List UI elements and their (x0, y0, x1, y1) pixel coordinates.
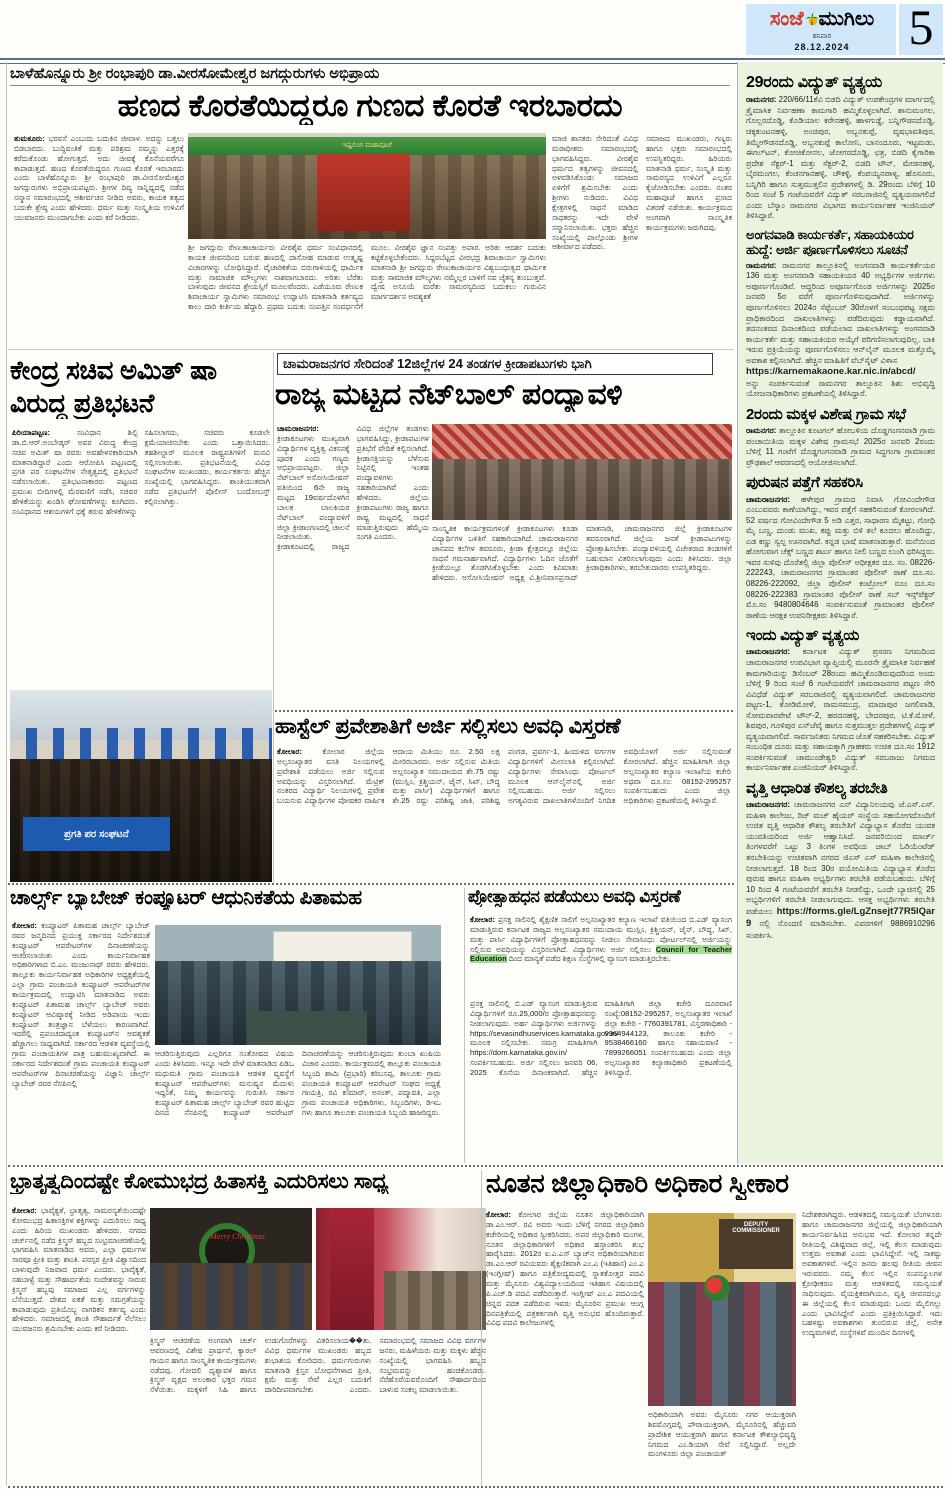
netball-caption-col1: ಸಾಂಸ್ಕೃತಿಕ ಕಾರ್ಯಕ್ರಮಗಳಂತೆ ಕ್ರೀಡಾಕೂಟಗಳು ಕೂಡಾ ವಿದ್ಯಾರ್ಥಿಗಳ ಒಳಿತಿಗೆ ಸಹಕಾರಿಯಾಗಿದೆ. ಚಾಮರಾಜನಗರ ಜಾನಪದ ಕಲೆಗಳ ತವರೂರು, ಕ್ರೀಡಾ ಕ್ಷೇತ್ರದಲ್ಲೂ ಜಿಲ್ಲೆಯ ಸಾಧನೆ ಗಮನಾರ್ಹವಾಗಿದೆ. ವಿದ್ಯಾರ್ಥಿಗಳು ಓದಿನ ಜೊತೆಗೆ ಕ್ರೀಡೆಯಲ್ಲೂ ತೊಡಗಿಸಿಕೊಳ್ಳಬೇಕು ಎಂದು ಕಿವಿಮಾತು ಹೇಳಿದರು. (432, 524, 578, 583)
sidebar-item-body: ಚಾಮರಾಜನಗರ ಎನ್ ವಿದ್ಯಾನಿಲಯವು ಜೆ.ಎಸ್.ಎಸ್. ಮಹಿಳಾ ಕಾಲೇಜು, ರಿಜ್ ಮಚ್ ಹೈಯರ್ ಸಂಸ್ಥೆಯ ಸಹಯೋಗದೊಂದಿಗೆ ಉಚಿತ ವೃತ್ತಿ ಆಧಾರಿತ ಕೌಶಲ್ಯ ತರಬೇತಿಗೆ ವಿದ್ಯಾಭ್ಯಾಸ ತೊರೆದ ಯುವಕ ಯುವತಿಯರಿಂದ ಅರ್ಜಿ ಆಹ್ವಾನಿಸಿದೆ. ಜನವರಿಯಿಂದ ಮಾರ್ಚ್ ತಿಂಗಳವರೆಗೆ ಒಟ್ಟು 3 ತಿಂಗಳ ಅವಧಿಯ ಜಾಬ್ ಓರಿಯೆಂಟೆಡ್ ತರಬೇತಿಯನ್ನು ಉಚಿತವಾಗಿ ನಗರದ ಜಿಎಸ್ ಎಸ್ ಮಹಿಳಾ ಕಾಲೇಜಿನಲ್ಲಿ ನೀಡಲಾಗುತ್ತದೆ. 18 ರಿಂದ 30ರ ವಯೋಮಿತಿಯ ವಿದ್ಯಾಭ್ಯಾಸ ತೊರೆದ ಪುರುಷ ಹಾಗೂ ಮಹಿಳಾ ಅಭ್ಯರ್ಥಿಗಳು ತರಬೇತಿ ಪಡೆಯಬಹುದು. ಬೆಳಿಗ್ಗೆ 10 ರಿಂದ 4 ಗಂಟೆಯವರೆಗೆ ತರಬೇತಿ ನೀಡಲಿದ್ದು, ಒಂದೇ ಬ್ಯಾಚಿನಲ್ಲಿ 25 ಅಭ್ಯರ್ಥಿಗಳಿಗೆ ತರಬೇತಿ ನೀಡಲಾಗುವುದು. ಆಸಕ್ತ ಅಭ್ಯರ್ಥಿಗಳು ತರಬೇತಿ ಪಡೆಯಲು (746, 800, 935, 916)
christmas-photo-people (150, 1263, 312, 1330)
babbage-col-below2: ಆಚರಿಸುತ್ತಿರುವುದು ತುಂಬಾ ಖುಷಿಯ ವಿಚಾರ ಎಂದರು. ಕಾರ್ಯಕ್ರಮದಲ್ಲಿ ತಾಲ್ಲೂಕು ಪಂಚಾಯತಿ ಸಿಬ್ಬಂದಿ ಶಾಮಿ (ಪ್ರಭಾರಿ) ಕರಿಬಸಪ್ಪ, ತಾಲೂಕು ಗ್ರಾಮ ಪಂಚಾಯತಿ ಕಂಪ್ಯೂಟರ್ ಆಪರೇಟರ್ ಸಂಘದ ಅಧ್ಯಕ್ಷೆ ಗಾಯತ್ರಿ, ರವಿ ಕುಮಾರ್, ಅನಂತ್, ಪದ್ಮಾವತಿ, ಎಲ್ಲಾ ಗ್ರಾಮ ಪಂಚಾಯತಿ ಅಧಿಕಾರಿಗಳು, ಸಿಬ್ಬಂದಿಗಳು, ಡಿಇಒ ಗಳು ಹಾಗೂ ತಾಲೂಕು ಪಂಚಾಯತಿ ಸಿಬ್ಬಂದಿ ಹಾಜರಿದ್ದರು. (302, 1049, 441, 1118)
protsaha-intro-after: ದಿಂದ ಮಾನ್ಯತೆ ಪಡೆದ ಶಿಕ್ಷಣ ಸಂಸ್ಥೆಗಳಲ್ಲಿ ವ್ಯಾಸಂಗ ಮಾಡುತ್ತಿರಬೇಕು. (508, 954, 671, 964)
protest-body-text: ಸಂವಿಧಾನ ಶಿಲ್ಪಿ ಡಾ.ಬಿ.ಆರ್.ಅಂಬೇಡ್ಕರ್ ಅವರ ವಿರುದ್ಧ ಕೇಂದ್ರ ಸಚಿವ ಅಮಿತ್ ಷಾ ರವರು ಅವಹೇಳನಕಾರಿಯಾಗಿ ಮಾತನಾಡಿದ್ದಾರೆ ಎಂದು ಆರೋಪಿಸಿ ಪಟ್ಟಣದಲ್ಲಿ ಪ್ರಗತಿ ಪರ ಸಂಘಟನೆಗಳ ನೇತೃತ್ವದಲ್ಲಿ ಪ್ರತಿಭಟನೆ ನಡೆಸಲಾಯಿತು. ಪ್ರತಿಭಟನಾಕಾರರು ಪಟ್ಟಣದ ಪ್ರಮುಖ ಬೀದಿಗಳಲ್ಲಿ ಮೆರವಣಿಗೆ ನಡೆಸಿ, ಸಚಿವರ ಹೇಳಿಕೆಯನ್ನು ಖಂಡಿಸಿ ಘೋಷಣೆಗಳನ್ನು ಕೂಗಿದರು. ಸಂವಿಧಾನದ ಆಶಯಗಳಿಗೆ ಧಕ್ಕೆ ತರುವ ಹೇಳಿಕೆಗಳನ್ನು ಸಹಿಸಲಾಗದು, ಸಚಿವರು ಕೂಡಲೇ ಕ್ಷಮೆಯಾಚಿಸಬೇಕು ಎಂದು ಒತ್ತಾಯಿಸಿದರು. ತಹಶೀಲ್ದಾರ್ ಮೂಲಕ ರಾಷ್ಟ್ರಪತಿಗಳಿಗೆ ಮನವಿ ಸಲ್ಲಿಸಲಾಯಿತು. ಪ್ರತಿಭಟನೆಯಲ್ಲಿ ವಿವಿಧ ಸಂಘಟನೆಗಳ ಮುಖಂಡರು, ಕಾರ್ಯಕರ್ತರು ಹೆಚ್ಚಿನ ಸಂಖ್ಯೆಯಲ್ಲಿ ಭಾಗವಹಿಸಿದ್ದರು. ಶಾಂತಿಯುತವಾಗಿ ನಡೆದ ಪ್ರತಿಭಟನೆಗೆ ಪೊಲೀಸ್ ಬಂದೋಬಸ್ತ್ ಕಲ್ಪಿಸಲಾಗಿತ್ತು. (12, 428, 270, 516)
protest-headline: ಕೇಂದ್ರ ಸಚಿವ ಅಮಿತ್ ಷಾ ವಿರುದ್ಧ ಪ್ರತಿಭಟನೆ (10, 355, 217, 418)
bottom-left-headline: ಭ್ರಾತೃತ್ವದಿಂದಷ್ಟೇ ಕೋಮುಭದ್ರ ಹಿತಾಸಕ್ತಿ ಎದುರಿಸಲು ಸಾಧ್ಯ (10, 1170, 389, 1193)
bottom-right-col1 (486, 1210, 644, 1486)
hostel-dateline: ಕೋಲಾರ: (277, 747, 302, 756)
sidebar-item-dateline: ಚಾಮರಾಜನಗರ: (746, 800, 790, 810)
top-story-col-right1: ಮಾಜಿ ಶಾಸಕರು ಸೇರಿದಂತೆ ವಿವಿಧ ಮಠಾಧೀಶರು ಸಮಾರಂಭದಲ್ಲಿ ಭಾಗವಹಿಸಿದ್ದರು. ವೀರಶೈವ ಧರ್ಮದ ತತ್ವಗಳನ್ನು ಜೀವನದಲ್ಲಿ ಅಳವಡಿಸಿಕೊಂಡು ಸಮಾಜದ ಏಳಿಗೆಗೆ ಶ್ರಮಿಸಬೇಕು ಎಂದು ಶ್ರೀಗಳು ನುಡಿದರು. ವಿವಿಧ ಕ್ಷೇತ್ರಗಳಲ್ಲಿ ಸಾಧನೆ ಮಾಡಿದ ಸಾಧಕರನ್ನು ಇದೇ ವೇಳೆ ಸನ್ಮಾನಿಸಲಾಯಿತು. ಭಕ್ತರು ಹೆಚ್ಚಿನ ಸಂಖ್ಯೆಯಲ್ಲಿ ಪಾಲ್ಗೊಂಡು ಶ್ರೀಗಳ ಆಶೀರ್ವಾದ ಪಡೆದರು. (552, 134, 638, 252)
top-story-photo (188, 133, 546, 239)
babbage-headline: ಚಾರ್ಲ್ಸ್ ಬ್ಯಾಬೇಜ್ ಕಂಪ್ಯೂಟರ್ ಆಧುನಿಕತೆಯ ಪಿತಾಮಹ (10, 887, 362, 909)
bottom-right-col2: ಅಧಿಕಾರಿಯಾಗಿ ಅವರು ಮೈಸೂರು ನಗರ ಆಯುಕ್ತರಾಗಿ ಶಿವಮೊಗ್ಗದಲ್ಲಿ ಪೌರಾಯುಕ್ತರಾಗಿ, ಮೈಸೂರಿನಲ್ಲಿ ಹೆಚ್ಚುವರಿ ಪ್ರಾದೇಶಿಕ ಆಯುಕ್ತರಾಗಿ ಹಾಗೂ ಕರ್ನಾಟಕ ಕೌಶಲ್ಯಾಭಿವೃದ್ಧಿ ನಿಗಮದ ಎಂ.ಡಿಯಾಗಿ ಸೇವೆ ಸಲ್ಲಿಸಿದ್ದಾರೆ. ಅಲ್ಲದೇ ಮಂಗಳೂರು ಜಿಲ್ಲಾ ಪಂಚಾಯತ್ (648, 1410, 796, 1459)
masthead-title (752, 8, 892, 33)
hostel-article (275, 713, 733, 883)
protsaha-highlight: Council for Teacher Education (470, 944, 732, 964)
christmas-photo-text: Merry Christmas (210, 1232, 265, 1242)
sidebar-item-url: https://forms.gle/LgZnsejt77R5lQar9 (746, 905, 935, 930)
top-story-col-left (14, 134, 184, 344)
sidebar-item-power-29 (746, 74, 935, 222)
rule-top-story-bottom (8, 349, 734, 350)
hostel-headline: ಹಾಸ್ಟೆಲ್ ಪ್ರವೇಶಾತಿಗೆ ಅರ್ಜಿ ಸಲ್ಲಿಸಲು ಅವಧಿ ವಿಸ್ತರಣೆ (275, 715, 621, 738)
protsaha-dateline: ಕೋಲಾರ: (470, 915, 495, 924)
top-story-caption-col1: ಶ್ರೀ ಜಗದ್ಗುರು ರೇಣುಕಾಚಾರ್ಯರು ವೀರಶೈವ ಧರ್ಮ ಸಂವಿಧಾನದಲ್ಲಿ ಕಾಯಕ ಜೀವನದಿಂದ ಬರುವ ಹಣದಲ್ಲಿ ದಾಸೋಹ ಮಾಡುವ ಉತ್ಕೃಷ್ಟ ವಿಚಾರಗಳನ್ನು ಬೋಧಿಸಿದ್ದಾರೆ. ವೈಚಾರಿಕತೆಯ ಬಿರುಗಾಳಿಯಲ್ಲಿ ಧಾರ್ಮಿಕ ಮತ್ತು ಸಾಮಾಜಿಕ ಮೌಲ್ಯಗಳು ನಾಶವಾಗಬಾರದು. ಅರಿತು ಬೆರೆತು ಬಾಳುವುದು ಜೀವನದ ಶ್ರೇಯಸ್ಸಿಗೆ ಮೂಲವೆಂದರು. ಎಡೆಯೂರು ರೇಣುಕ ಶಿವಾಚಾರ್ಯ ಸ್ವಾಮಿಗಳು ಸಮಾರಂಭ ಉದ್ಘಾಟಿಸಿ ಮಾತನಾಡಿ ಕರ್ತವ್ಯದ ಕಾಲು ದಾರಿ (188, 243, 363, 312)
bottom-left-col1 (12, 1206, 146, 1484)
protsaha-headline: ಪ್ರೋತ್ಸಾಹಧನ ಪಡೆಯಲು ಅವಧಿ ವಿಸ್ತರಣೆ (468, 887, 681, 906)
netball-article (275, 350, 733, 710)
top-story-photo-robed-figures (317, 154, 410, 230)
bottom-left-dateline: ಕೋಲಾರ: (12, 1206, 37, 1215)
sidebar-item-title: 2ರಂದು ಮಕ್ಕಳ ವಿಶೇಷ ಗ್ರಾಮ ಸಭೆ (746, 405, 906, 423)
top-story-headline: ಹಣದ ಕೊರತೆಯಿದ್ದರೂ ಗುಣದ ಕೊರತೆ ಇರಬಾರದು (117, 88, 623, 123)
bottom-right-headline: ನೂತನ ಜಿಲ್ಲಾಧಿಕಾರಿ ಅಧಿಕಾರ ಸ್ವೀಕಾರ (486, 1168, 789, 1198)
sidebar-item-body: ಕರ್ನಾಟಕ ವಿದ್ಯುತ್ ಪ್ರಸರಣ ನಿಗಮದಿಂದ ಚಾಮರಾಜನಗರ ಉಪವಿಭಾಗ ವ್ಯಾಪ್ತಿಯಲ್ಲಿ ಮೂರನೇ ತ್ರೈಮಾಸಿಕ ನಿರ್ವಹಣೆ ಕಾಮಗಾರಿಯನ್ನು ಡಿಸೆಂಬರ್ 28ರಂದು ಹಮ್ಮಿಕೊಂಡಿರುವುದರಿಂದ ಅಂದು ಬೆಳಿಗ್ಗೆ 9 ರಿಂದ ಸಂಜೆ 6 ಗಂಟೆಯವರೆಗೆ ಚಾಮರಾಜನಗರ ಪಟ್ಟಣ ಸೇರಿ ವಿವಿಧೆಡೆ ವಿದ್ಯುತ್ ಸರಬರಾಜಿನಲ್ಲಿ ವ್ಯತ್ಯಯವಾಗಲಿದೆ. ಚಾಮರಾಜನಗರ ಪಟ್ಟಣ-1, ಕೋಡಿಮೋಳೆ, ರಾಮಸಮುದ್ರ, ಮಾದಾಪುರ ಜಗಲಿವಾಡಿ, ಸೋಮವಾರಪೇಟೆ ಟೌನ್-2, ಹರದನಹಳ್ಳಿ, ಬೇದರಪುರ, ಟಿ.ಕೆ.ಮೋಳೆ, ಶಿವಪುರ, ಗೂಳಿಪುರ ಎನ್‌ಜೆವೈ ಹಾಗೂ ಸುತ್ತಮುತ್ತಲ ಪ್ರದೇಶಗಳಲ್ಲಿ ವಿದ್ಯುತ್ ವ್ಯತ್ಯಯವಾಗಲಿದೆ. ಸಾರ್ವಜನಿಕರು ನಿಗಮದ ಜೊತೆ ಸಹಕರಿಸಬೇಕು. ವಿದ್ಯುತ್ ಸಂಬಂಧಿತ ದೂರು ಮತ್ತು ಸಹಾಯಕ್ಕಾಗಿ ಗ್ರಾಹಕರು ಉಚಿತ ದೂ.ಸಂ 1912 ಸಂಪರ್ಕಿಸುವಂತೆ ಚಾಮುಂಡೇಶ್ವರಿ ವಿದ್ಯುತ್ ಸರಬರಾಜು ನಿಗಮದ ಕಾರ್ಯನಿರ್ವಾಹಕ ಎಂಜಿನಿಯರ್ ತಿಳಿಸಿದ್ದಾರೆ. (746, 647, 935, 773)
divider-netball-hostel (275, 710, 733, 712)
bottom-right-col1-text: ಕೋಲಾರ ಜಿಲ್ಲೆಯ ನೂತನ ಜಿಲ್ಲಾಧಿಕಾರಿಯಾಗಿ ಡಾ.ಎಂ.ಆರ್. ರವಿ ಅವರು ಇಂದು ಬೆಳಿಗ್ಗೆ ನಗರದ ಜಿಲ್ಲಾಧಿಕಾರಿ ಕಚೇರಿಯಲ್ಲಿ ಅಧಿಕಾರ ಸ್ವೀಕರಿಸಿದರು. ಅಪರ ಜಿಲ್ಲಾಧಿಕಾರಿ ಮಂಗಳ, ನೂತನ ಜಿಲ್ಲಾಧಿಕಾರಿಗಳಿಗೆ ಅಧಿಕಾರ ಹಸ್ತಾಂತರಿಸಿ ಶುಭ ಹಾರೈಸಿದರು. 2012ರ ಐ.ಎ.ಎಸ್ ಬ್ಯಾಚ್‌ನ ಅಧಿಕಾರಿಯಾಗಿರುವ ಡಾ.ಎಂ.ಆರ್ ರವಿಯವರು ಶೈಕ್ಷಣಿಕವಾಗಿ ಎಂ.ಎ (ಇತಿಹಾಸ) ಎಂ.ಎ (ಇಂಗ್ಲೀಷ್) ಹಾಗೂ ಪತ್ರಿಕೋದ್ಯಮದಲ್ಲಿ ಸ್ನಾತಕೋತ್ತರ ಪದವಿ ಮತ್ತು ಮೈಸೂರು ವಿಶ್ವವಿದ್ಯಾಲಯದಿಂದ ಇತಿಹಾಸ ವಿಷಯದಲ್ಲಿ ಪಿ.ಎಚ್.ಡಿ ಪದವಿ ಪಡೆದಿರುತ್ತಾರೆ. ಇಂಗ್ಲೀಷ್ ಎಂ.ಎ ಪದವಿಯಲ್ಲಿ ಚಿನ್ನದ ಪದಕ ಪಡೆದಿರುವ ಇವರು ಮೈಸೂರಿನ ಪ್ರಮುಖ ಆಂಗ್ಲ ದಿನಪತ್ರಿಕೆಯಲ್ಲಿ ಪತ್ರಕರ್ತರಾಗಿ ವೃತ್ತಿ ಅನುಭವ ಹೊಂದಿರುತ್ತಾರೆ. ವಿವಿಧ ಪದವಿ ಕಾಲೇಜುಗಳಲ್ಲಿ (486, 1210, 644, 1328)
netball-headline: ರಾಜ್ಯ ಮಟ್ಟದ ನೆಟ್‌ಬಾಲ್ ಪಂದ್ಯಾವಳಿ (275, 378, 623, 411)
sidebar-item-body: ಹಳೇಪುರ ಗ್ರಾಮದ ನಿವಾಸಿ ಗೋವಿಂದೇಗೌಡ ಎಂಬುವವರು ಕಾಣೆಯಾಗಿದ್ದು, ಇವರ ಪತ್ತೆಗೆ ಸಹಕರಿಸುವಂತೆ ಕೋರಲಾಗಿದೆ. 52 ವರ್ಷದ ಗೋವಿಂದೇಗೌಡ 5 ಅಡಿ ಎತ್ತರ, ಸಾಧಾರಣ ಮೈಕಟ್ಟು, ಗೋಧಿ ಮೈ ಬಣ್ಣ, ದುಂಡು ಮುಖ, ಕಪ್ಪು ಮತ್ತು ಬಿಳಿ ತಲೆ ಕೂದಲು ಹೊಂದಿದ್ದು, ಎಡ ಕಣ್ಣು ಸ್ವಲ್ಪ ಊನವಾಗಿದೆ. ಕನ್ನಡ ಭಾಷೆ ಮಾತನಾಡುತ್ತಾರೆ. ಮನೆಯಿಂದ ಹೋಗುವಾಗ ಚೆಕ್ಸ್ ಬಣ್ಣದ ಶರ್ಟು ಹಾಗೂ ನೀಲಿ ಬಣ್ಣದ ಲುಂಗಿ ಧರಿಸಿದ್ದರು. ಇವರ ಸುಳಿವು ದೊರೆತಲ್ಲಿ ಜಿಲ್ಲಾ ಪೊಲೀಸ್ ಅಧೀಕ್ಷಕರ ದೂ. ಸಂ. 08226-222243, ಚಾಮರಾಜನಗರ ಗ್ರಾಮಾಂತರ ಪೊಲೀಸ್ ಠಾಣೆ ದೂ.ಸಂ. 08226-222092, ಜಿಲ್ಲಾ ಪೊಲೀಸ್ ಕಂಟ್ರೋಲ್ ರೂಂ ದೂ.ಸಂ 08226-222383 ಗ್ರಾಮಾಂತರ ಪೊಲೀಸ್ ಠಾಣೆ ಸಬ್ ಇನ್ಸ್‌ಪೆಕ್ಟರ್ ಮೊ.ಸಂ 9480804646 ಸಂಪರ್ಕಿಸುವಂತೆ ಗ್ರಾಮಾಂತರ ಪೊಲೀಸ್ ಠಾಣೆಯ ಆರಕ್ಷಕ ಉಪನಿರೀಕ್ಷಕರು ತಿಳಿಸಿದ್ದಾರೆ. (746, 494, 935, 620)
rule-bottom-center (481, 1170, 482, 1486)
netball-photo-people (432, 459, 732, 520)
rule-left-mid (273, 352, 274, 882)
divider-page-bottom (8, 1486, 943, 1488)
sidebar-item-dateline: ಚಾಮರಾಜನಗರ: (746, 647, 790, 657)
sidebar-item-body: ತಾಲ್ಲೂಕಿನ ಕೂಟಗಲ್ ಹೋಬಳಿಯ ದೊಡ್ಡಗಂಗನವಾಡಿ ಗ್ರಾಮ ಪಂಚಾಯಿತಿಯ ಮಕ್ಕಳ ವಿಶೇಷ ಗ್ರಾಮಸಭೆ 2025ರ ಜನವರಿ 2ರಂದು ಬೆಳಿಗ್ಗೆ 11 ಗಂಟೆಗೆ ದೊಡ್ಡಗಂಗನವಾಡಿ ಗ್ರಾಮದ ಸಿದ್ಧಗಂಗಾ ಗ್ರಾಮಾಂತರ ಪ್ರೌಢಶಾಲೆ ಆವರಣದಲ್ಲಿ ಆಯೋಜಿಸಲಾಗಿದೆ. (746, 426, 935, 467)
top-story-dateline: ತುಮಕೂರು: (14, 134, 45, 143)
protest-body (12, 428, 270, 686)
sidebar-item-dateline: ರಾಮನಗರ: (746, 260, 777, 270)
sidebar-item-body: ರಾಮನಗರ ತಾಲ್ಲೂಕಿನಲ್ಲಿ ಅಂಗನವಾಡಿ ಕಾರ್ಯಕರ್ತೆಯರ 136 ಮತ್ತು ಅಂಗನವಾಡಿ ಸಹಾಯಕಿಯರ 40 ಅಭ್ಯರ್ಥಿಗಳ ಅರ್ಜಿಗಳು ಅಪೂರ್ಣಗೊಂಡಿವೆ. ಆದ್ದರಿಂದ ಅಪೂರ್ಣಗೊಂಡ ಅರ್ಜಿಗಳನ್ನು 2025ರ ಜನವರಿ 5ರ ವರೆಗೆ ಪೂರ್ಣಗೊಳಿಸುವುದಾಗಿದೆ. ಅರ್ಜಿಗಳನ್ನು ಪೂರ್ಣಗೊಳಿಸಲು 2024ರ ಸೆಪ್ಟೆಂಬರ್ 30ರೊಳಗೆ ಸಂಬಂಧಪಟ್ಟ ಸಕ್ಷಮ ಪ್ರಾಧಿಕಾರದಿಂದ ದಾಖಲಾತಿಗಳನ್ನು ಪಡೆದಿರುವುದು ಕಡ್ಡಾಯವಾಗಿದೆ. ತದನಂತರದ ದಿನಾಂಕದಿಂದ ಪಡೆಯಲಾದ ದಾಖಲಾತಿಗಳನ್ನು ಅಂಗನವಾಡಿ ಕಾರ್ಯಕರ್ತೆ ಮತ್ತು ಸಹಾಯಕಿಯರ ಆಯ್ಕೆಗೆ ಪರಿಗಣಿಸಲಾಗುವುದಿಲ್ಲ. ಬಾಕಿ ಇರುವ ಪ್ರಕ್ರಿಯೆಯನ್ನು ಪೂರ್ಣಗೊಳಿಸಲು ಆನ್‌ಲೈನ್ ಮೂಲಕ ಮತ್ತೊಮ್ಮೆ ಅವಕಾಶ ಕಲ್ಪಿಸಲಾಗಿದೆ. ಹೆಚ್ಚಿನ ಮಾಹಿತಿಗೆ ವೆಬ್‌ಸೈಟ್ ವಿಳಾಸ (746, 260, 935, 365)
sidebar-item-title: ಪುರುಷನ ಪತ್ತೆಗೆ ಸಹಕರಿಸಿ (746, 474, 863, 492)
masthead-title-part1: ಸಂಜೆ (769, 8, 804, 30)
sidebar-item-body: 220/66/11ಕೆವಿ ಬಿಡದಿ ವಿದ್ಯುತ್ ಉಪಕೇಂದ್ರಗಳ ಮಾರ್ಗದಲ್ಲಿ ತ್ರೈಮಾಸಿಕ ನಿರ್ವಹಣಾ ಕಾಮಗಾರಿ ಹಮ್ಮಿಕೊಳ್ಳಲಾಗಿದೆ. ಶಾನುಮಂಗಲ, ಗೊಲ್ಲರದೊಡ್ಡಿ, ಕೊಡಿಯಾಲ ಕರೇನಹಳ್ಳಿ, ಹಾಳಗುಡ್ಡೆ, ಬನ್ನಿಗೌಡನದೊಡ್ಡಿ, ಚಿಕ್ಕಕುಂಟನಹಳ್ಳಿ, ಅಂಚಿಪುರ, ಅಬ್ಬನಕುಪ್ಪೆ, ವೃಷಭಾವತಿಪುರ, ತಿಮ್ಮೇಗೌಡನದೊಡ್ಡಿ, ಅಬ್ಬನಕುಪ್ಪೆ ಕಾಲೋನಿ, ಬಾನಂದೂರು, ಇಟ್ಟಮಡು, ಈಗಲ್‌ಟನ್, ಕೋಚಿಕೋನಲ, ಜೋಗರದೊಡ್ಡಿ, ಛತ್ರ, ಬಿಡದಿ ಕೈಗಾರಿಕಾ ಪ್ರದೇಶ ಸೆಕ್ಟರ್-1 ಮತ್ತು ಸೆಕ್ಟರ್-2, ಬಿಡದಿ ಟೌನ್, ಮೇಡನಹಳ್ಳಿ, ಬೈರಮಂಗಲ, ಕೆಂಚನಗಾನಹಳ್ಳಿ, ಚೌಕಳ್ಳಿ, ಕೆಂಪಯ್ಯನಪಾಳ್ಯ, ಹೊಸೂರು, ಬನ್ನಿಗಿರಿ ಹಾಗೂ ಸುತ್ತಮುತ್ತಲಿನ ಪ್ರದೇಶಗಳಲ್ಲಿ ಡಿ. 29ರಂದು ಬೆಳಿಗ್ಗೆ 10 ರಿಂದ ಸಂಜೆ 5 ಗಂಟೆಯವರೆಗೆ ವಿದ್ಯುತ್ ಸರಬರಾಜಿನಲ್ಲಿ ವ್ಯತ್ಯಯವಾಗಲಿದೆ ಎಂದು ಬೆಸ್ಕಾಂ ರಾಮನಗರ ವಿಭಾಗದ ಕಾರ್ಯನಿರ್ವಾಹಕ ಇಂಜಿನಿಯರ್ ತಿಳಿಸಿದ್ದಾರೆ. (746, 95, 935, 221)
bottom-left-article (8, 1168, 486, 1486)
sidebar-item-title: ವೃತ್ತಿ ಆಧಾರಿತ ಕೌಶಲ್ಯ ತರಬೇತಿ (746, 779, 888, 797)
top-story-col-right2: ಸಮಾಜದ ಮುಖಂಡರು, ಗಣ್ಯರು ಹಾಗೂ ಭಕ್ತರು ಸಮಾರಂಭದಲ್ಲಿ ಉಪಸ್ಥಿತರಿದ್ದರು. ಹಿರಿಯರು ಮಾತನಾಡಿ ಧರ್ಮ, ಸಂಸ್ಕೃತಿ ಮತ್ತು ಸಾಮರಸ್ಯದ ಉಳಿವಿಗೆ ಎಲ್ಲರೂ ಕೈಜೋಡಿಸಬೇಕು ಎಂದರು. ನಂತರ ಮಹಾಪೂಜೆ ಹಾಗೂ ಪ್ರಸಾದ ವಿತರಣೆ ನಡೆಯಿತು. ಕಾರ್ಯಕ್ರಮದ ಅಂಗವಾಗಿ ಸಾಂಸ್ಕೃತಿಕ ಕಾರ್ಯಕ್ರಮಗಳು ಜರುಗಿದವು. (646, 134, 732, 232)
sidebar-item-title: ಇಂದು ವಿದ್ಯುತ್ ವ್ಯತ್ಯಯ (746, 627, 859, 645)
sidebar-item-missing-person (746, 474, 935, 621)
protest-dateline: ಪಿರಿಯಾಪಟ್ಟಣ: (12, 428, 50, 437)
hostel-body-text: ಕೋಲಾರ ಜಿಲ್ಲೆಯ ಅಲ್ಪಸಂಖ್ಯಾತರ ವಸತಿ ನಿಲಯಗಳಲ್ಲಿ ಪ್ರವೇಶಾತಿ ಪಡೆಯಲು ಅರ್ಜಿ ಸಲ್ಲಿಸುವ ಅವಧಿಯನ್ನು ವಿಸ್ತರಿಸಲಾಗಿದೆ. ಮೆಟ್ರಿಕ್ ನಂತರದ ವಿದ್ಯಾರ್ಥಿ ನಿಲಯಗಳಲ್ಲಿ ಪ್ರವೇಶ ಬಯಸುವ ವಿದ್ಯಾರ್ಥಿಗಳ ಪೋಷಕರ ವಾರ್ಷಿಕ ಆದಾಯ ಮಿತಿಯು ರೂ. 2.50 ಲಕ್ಷ ಮೀರಿರಬಾರದು. ಅರ್ಜಿ ಸಲ್ಲಿಸುವ ಮಿತಿಯ ಅಲ್ಪಸಂಖ್ಯಾತ ಸಮುದಾಯದ ಶೇ.75 ರಷ್ಟು (ಮುಸ್ಲಿಂ, ಕ್ರಿಶ್ಚಿಯನ್, ಜೈನ್, ಸಿಖ್, ಬೌದ್ಧ ಮತ್ತು ಪಾರ್ಸಿ) ವಿದ್ಯಾರ್ಥಿಗಳಿಗೆ ಹಾಗೂ ಶೇ.25 ರಷ್ಟು ಪರಿಶಿಷ್ಟ ಜಾತಿ, ಪರಿಶಿಷ್ಟ ಪಂಗಡ, ಪ್ರವರ್ಗ-1, ಹಿಂದುಳಿದ ವರ್ಗಗಳ ವಿದ್ಯಾರ್ಥಿಗಳಿಗೆ ಮೀಸಲಾತಿ ಕಲ್ಪಿಸಲಾಗಿದೆ. ವಿದ್ಯಾರ್ಥಿಗಳು ಸೇವಾಸಿಂಧು ಪೋರ್ಟಲ್ ಮೂಲಕ ಆನ್‌ಲೈನ್‌ನಲ್ಲಿ ಅರ್ಜಿ ಸಲ್ಲಿಸಬಹುದು. ಅರ್ಜಿ ಸಲ್ಲಿಸಲು ಅಗತ್ಯವಿರುವ ದಾಖಲಾತಿಗಳೊಂದಿಗೆ ನಿಗದಿತ ಅವಧಿಯೊಳಗೆ ಅರ್ಜಿ ಸಲ್ಲಿಸುವಂತೆ ಕೋರಲಾಗಿದೆ. ಹೆಚ್ಚಿನ ಮಾಹಿತಿಗಾಗಿ ಜಿಲ್ಲಾ ಅಲ್ಪಸಂಖ್ಯಾತರ ಕಲ್ಯಾಣ ಇಲಾಖೆಯ ಕಚೇರಿ ಅಥವಾ ದೂ.ಸಂ: 08152-295257 ಸಂಪರ್ಕಿಸಬಹುದು ಎಂದು ಜಿಲ್ಲಾ ಅಧಿಕಾರಿಗಳು ಪ್ರಕಟಣೆಯಲ್ಲಿ ತಿಳಿಸಿದ್ದಾರೆ. (277, 747, 731, 806)
netball-caption-col2: ಅಸೋಸಿಯೇಷನ್ ಅಧ್ಯಕ್ಷ ವಿ.ಶ್ರೀನಿವಾಸಪ್ರಸಾದ್ ಮಾತನಾಡಿ, ಚಾಮರಾಜನಗರ ಜಿಲ್ಲೆ ಕ್ರೀಡಾಕೂಟಗಳ ತವರೂರಾಗಿದೆ. ಜಿಲ್ಲೆಯ ಜನತೆ ಕ್ರೀಡಾಪಟುಗಳನ್ನು ಪ್ರೋತ್ಸಾಹಿಸಬೇಕು. ಪಂದ್ಯಾವಳಿಯಲ್ಲಿ ವಿಜೇತರಾದ ತಂಡಗಳಿಗೆ ಬಹುಮಾನ ವಿತರಿಸಲಾಗುವುದು ಎಂದು ತಿಳಿಸಿದರು. ಜಿಲ್ಲಾ ಕ್ರೀಡಾಧಿಕಾರಿಗಳು, ತರಬೇತುದಾರರು ಉಪಸ್ಥಿತರಿದ್ದರು. (461, 524, 732, 583)
bottom-right-dateline: ಕೋಲಾರ: (486, 1210, 511, 1219)
protsaha-body: ಪ್ರಸಕ್ತ ಸಾಲಿನಲ್ಲಿ ಬಿ.ಎಡ್ ವ್ಯಾಸಂಗ ಮಾಡುತ್ತಿರುವ ವಿದ್ಯಾರ್ಥಿಗಳಿಗೆ ರೂ.25,000/ರ ಪ್ರೋತ್ಸಾಹಧನವನ್ನು ನೀಡಲಾಗುವುದು. ಅರ್ಹ ವಿದ್ಯಾರ್ಥಿಗಳು ಅರ್ಜಿಗಳನ್ನು https://sevasindhuservices.karnataka.gov.in/ ಮೂಲಕ ಸಲ್ಲಿಸಬೇಕು. ಸಮಗ್ರ ಮಾಹಿತಿಗಾಗಿ https://dom.karnataka.gov.in/ ಸಂಪರ್ಕಿಸಬಹುದು. ಅರ್ಜಿ ಸಲ್ಲಿಸಲು ಜನವರಿ 06, 2025 ಕೊನೆಯ ದಿನಾಂಕವಾಗಿದೆ. ಹೆಚ್ಚಿನ ಮಾಹಿತಿಗಾಗಿ ಜಿಲ್ಲಾ ಕಚೇರಿ ದೂರವಾಣಿ ಸಂಖ್ಯೆ:08152-295257, ಅಲ್ಪಸಂಖ್ಯಾತರ ಇಲಾಖೆ ಜಿಲ್ಲಾ ಕಚೇರಿ - 7760391781, ವಿಸ್ತರಣಾಧಿಕಾರಿ - 9964944123, ತಾಲೂಕು ಕಚೇರಿ - 9538466160 ಹಾಗೂ ಸಹಾಯವಾಣಿ - 7899266051 ಸಂಪರ್ಕಿಸಬಹುದು ಎಂದು ಜಿಲ್ಲಾ ಅಲ್ಪಸಂಖ್ಯಾತರ ಕಲ್ಯಾಣಾಧಿಕಾರಿ ಪ್ರಕಟಣೆಯಲ್ಲಿ ತಿಳಿಸಿದ್ದಾರೆ. (470, 999, 732, 1078)
protsaha-article (468, 885, 734, 1165)
netball-col-left-text: ಕ್ರೀಡಾಕೂಟಗಳು ಮುಖ್ಯವಾಗಿ ವಿದ್ಯಾರ್ಥಿಗಳ ವ್ಯಕ್ತಿತ್ವ ವಿಕಸನಕ್ಕೆ ಪೂರಕ ಎಂದು ಗಣ್ಯರು ಅಭಿಪ್ರಾಯಪಟ್ಟರು. ಜಿಲ್ಲಾ ನೆಟ್‌ಬಾಲ್ ಅಸೋಸಿಯೇಷನ್ ವತಿಯಿಂದ 6ನೇ ರಾಜ್ಯ ಮಟ್ಟದ 19ವರ್ಷದೊಳಗಿನ ಬಾಲಕ ಬಾಲಕಿಯರ ನೆಟ್‌ಬಾಲ್ ಪಂದ್ಯಾವಳಿಗೆ ಜಿಲ್ಲಾ ಕ್ರೀಡಾಂಗಣದಲ್ಲಿ ಚಾಲನೆ ನೀಡಲಾಯಿತು. ಕ್ರೀಡಾಕೂಟದಲ್ಲಿ ರಾಜ್ಯದ ವಿವಿಧ ಜಿಲ್ಲೆಗಳ ತಂಡಗಳು ಭಾಗವಹಿಸಿದ್ದು, ಕ್ರೀಡಾಪಟುಗಳ ಪ್ರತಿಭೆಗೆ ವೇದಿಕೆ ಕಲ್ಪಿಸಲಾಗಿದೆ. ಕ್ರೀಡಾಸಕ್ತಿಯನ್ನು ಬೆಳೆಸುವ ನಿಟ್ಟಿನಲ್ಲಿ ಇಂತಹ ಪಂದ್ಯಾವಳಿಗಳು ಸಹಕಾರಿಯಾಗಿವೆ ಎಂದು ಹೇಳಿದರು. ಜಿಲ್ಲೆಯ ಕ್ರೀಡಾಪಟುಗಳು ರಾಜ್ಯ ಹಾಗೂ ರಾಷ್ಟ್ರ ಮಟ್ಟದಲ್ಲಿ ಸಾಧನೆ ಮಾಡುತ್ತಿರುವುದು ಹೆಮ್ಮೆಯ ಸಂಗತಿ ಎಂದರು. (277, 424, 429, 552)
top-story-photo-banner: ಇಷ್ಟಲಿಂಗ ಮಹಾಪೂಜೆ (188, 137, 546, 155)
sidebar-item-url: https://karnemakaone.kar.nic.in/abcd/ (746, 366, 916, 378)
christmas-photo-2-drape (330, 1208, 374, 1330)
babbage-below-cols (155, 1049, 441, 1161)
top-story-caption (188, 243, 546, 345)
sidebar-item-skill-training (746, 780, 935, 941)
protsaha-intro (470, 915, 732, 997)
masthead-day: ಶನಿವಾರ (812, 33, 832, 40)
netball-kicker: ಚಾಮರಾಜನಗರ ಸೇರಿದಂತೆ 12ಜಿಲ್ಲೆಗಳ 24 ತಂಡಗಳ ಕ್ರೀಡಾಪಟುಗಳು ಭಾಗಿ (277, 353, 713, 375)
dc-office-photo (648, 1213, 796, 1406)
sidebar-item-dateline: ಚಾಮರಾಜನಗರ: (746, 494, 790, 504)
netball-photo (432, 424, 732, 520)
sidebar-item-anganwadi (746, 228, 935, 400)
sidebar-item-power-today (746, 627, 935, 774)
rule-babbage-protsaha (464, 888, 465, 1163)
babbage-col-left-text: ಕಂಪ್ಯೂಟರ್ ಪಿತಾಮಹ ಚಾರ್ಲ್ಸ್ ಬ್ಯಾಬೇಜ್ ರವರ ಜನ್ಮದಿನದ ಪ್ರಯುಕ್ತ ಸರ್ಕಾರದ ನಿರ್ದೇಶದಂತೆ ಕಂಪ್ಯೂಟರ್ ಆಪರೇಟರ್‌ಗಳ ದಿನಾಚರಣೆಯನ್ನು ಆಚರಿಸಲಾಯಿತು ಎಂದು ಕಾರ್ಯನಿರ್ವಾಹಕ ಅಧಿಕಾರಿಗಳಾದ ಬಿ.ಎಂ. ಮಂಜುನಾಥ್ ರವರು ಹೇಳಿದರು. ತಾಲ್ಲೂಕು ಕಾರ್ಯನಿರ್ವಾಹಕ ಅಧಿಕಾರಿಗಳ ಅಧ್ಯಕ್ಷತೆಯಲ್ಲಿ ಎಲ್ಲಾ ಗ್ರಾಮ ಪಂಚಾಯತಿ ಕಂಪ್ಯೂಟರ್ ಆಪರೇಟರ್‌ಗಳ ಕಾರ್ಯಕ್ರಮದಲ್ಲಿ ಉದ್ಘಾಟಿಸಿ ಮಾತನಾಡಿದ ಅವರು ಕಂಪ್ಯೂಟರ್ ಪಿತಾಮಹ ಚಾರ್ಲ್ಸ್ ಬ್ಯಾಬೇಜ್ ಅವರು ಕಂಪ್ಯೂಟರ್ ಆವಿಷ್ಕಾರಕ್ಕೆ ನೀಡಿದ ಅಡಿಪಾಯ ಇಂದು ಕಂಪ್ಯೂಟರ್ ತಂತ್ರಜ್ಞಾನ ಬೆಳೆಯಲು ಕಾರಣವಾಗಿದೆ. ಇದರಲ್ಲಿ ಪ್ರಪಂಚದಾದ್ಯಂತ ಕಂಪ್ಯೂಟರ್‌ನ ಅವಶ್ಯಕತೆ ಹೆಚ್ಚಾಗಲು ಸಾಧ್ಯವಾಗಿದೆ. ಸರ್ಕಾರದ ಆಡಳಿತ ವ್ಯವಸ್ಥೆಯಲ್ಲಿ ಗ್ರಾಮ ಪಂಚಾಯತಿಗಳ ಪಾತ್ರ ಬಹುಮುಖ್ಯವಾಗಿದೆ. ಈ ಸರ್ಕಾರದ ನಿರ್ದೇಶದಂತೆ ಗ್ರಾಮ ಪಂಚಾಯತಿ ಕಂಪ್ಯೂಟರ್ ಆಪರೇಟರ್‌ಗಳ ದಿನಾಚರಣೆಯನ್ನು ವಿಜ್ಞಾನಿ ಚಾರ್ಲ್ಸ್ ಬ್ಯಾಬೇಜ್ ರವರ ನೆನಪಿನಲ್ಲಿ (12, 921, 150, 1088)
protest-photo-flags (10, 728, 272, 759)
sidebar-item-body-after: ನಲ್ಲಿ ನೊಂದಣಿ ಮಾಡಿಸಬೇಕು. ವಿವರಗಳಿಗೆ 9886910296 ಸಂಪರ್ಕಿಸಿ. (746, 919, 935, 940)
christmas-photo-2 (316, 1208, 486, 1330)
hostel-body (277, 747, 731, 880)
sidebar-item-title: 29ರಂದು ವಿದ್ಯುತ್ ವ್ಯತ್ಯಯ (746, 74, 882, 91)
dc-board: DEPUTY COMMISSIONER (719, 1219, 793, 1269)
masthead-date: 28.12.2024 (794, 42, 850, 52)
top-story (8, 62, 734, 348)
sidebar-item-dateline: ರಾಮನಗರ: (746, 95, 777, 105)
top-story-strap: ಬಾಳೆಹೊನ್ನೂರು ಶ್ರೀ ರಂಭಾಪುರಿ ಡಾ.ವೀರಸೋಮೇಶ್ವರ ಜಗದ್ಗುರುಗಳು ಅಭಿಪ್ರಾಯ (10, 66, 730, 86)
protsaha-intro-before: ಪ್ರಸಕ್ತ ಸಾಲಿನಲ್ಲಿ ಶೈಕ್ಷಣಿಕ ಸಾಲಿಗೆ ಅಲ್ಪಸಂಖ್ಯಾತರ ಕಲ್ಯಾಣ ಇಲಾಖೆ ವತಿಯಿಂದ ಬಿ.ಎಡ್ ವ್ಯಾಸಂಗ ಮಾಡುತ್ತಿರುವ ಕರ್ನಾಟಕ ರಾಜ್ಯದ ಅಲ್ಪಸಂಖ್ಯಾತರ ಸಮುದಾಯ ಮುಸ್ಲಿಂ, ಕ್ರಿಶ್ಚಿಯನ್, ಜೈನ್, ಬೌದ್ಧ, ಸಿಖ್, ಮತ್ತು ಪಾರ್ಸಿ ವಿದ್ಯಾರ್ಥಿಗಳಿಗೆ ಪ್ರೋತ್ಸಾಹಧನವನ್ನು ನೀಡಲು ಸೇವಾಸಿಂಧು ಪೋರ್ಟಲ್‌ನಲ್ಲಿ ಅರ್ಜಿಯನ್ನು ಸಲ್ಲಿಸುವ ಅವಧಿಯನ್ನು ವಿಸ್ತರಿಸಲಾಗಿದೆ. ವಿದ್ಯಾರ್ಥಿಗಳು ಅರ್ಜಿ ಸಲ್ಲಿಸಲು (470, 915, 732, 954)
sidebar-item-dateline: ರಾಮನಗರ: (746, 426, 777, 436)
masthead-logo (804, 10, 819, 33)
netball-dateline: ಚಾಮರಾಜನಗರ: (277, 424, 319, 433)
babbage-photo (155, 925, 441, 1045)
divider-bottom-row (8, 1165, 943, 1167)
christmas-photo-1 (150, 1208, 312, 1330)
protest-photo (10, 690, 272, 882)
bottom-right-col3: ನಿದೇಶಕರಾಗಿದ್ದರು. ಆಡಳಿತದಲ್ಲಿ ಸಮನ್ವಯತೆ: ಬೆಂಗಳೂರು ಹಾಗೂ ಚಾಮರಾಜನಗರ ಜಿಲ್ಲೆಯಲ್ಲಿ ಜಿಲ್ಲಾಧಿಕಾರಿಯಾಗಿ ಕಾರ್ಯನಿರ್ವಹಿಸಿದ ಅನುಭವ ಇದೆ. ಕೋಲಾರ ತನ್ನದೇ ರೀತಿಯಲ್ಲಿ ವಿಶಿಷ್ಟವಾದ ಜಿಲ್ಲೆ, ಇಲ್ಲಿ ಕೆಲಸ ಮಾಡುವುದು ಉತ್ತಮ ಅವಕಾಶ ಎಂದು ಭಾವಿಸಿದ್ದೇನೆ. ಇಲ್ಲಿ ಸಾಕಷ್ಟು ಅವಕಾಶಗಳಿವೆ. ಇಲ್ಲಿನ ಜನರು ಹಲವು ರೀತಿಯ ಜೀವನ ಇರುವವರು. ನಮ್ಮ ಕೆಲಸ ಇಲ್ಲಿನ ಸಂಪನ್ಮೂಲಗಳ ಕ್ರೋಢೀಕರಣ ಮತ್ತು ಆಡಳಿತದಲ್ಲಿ ಸಮನ್ವಯತೆ ಸಾಧಿಸುವುದು. ವೈಯಕ್ತಿಕವಾಗಿಯೂ, ವೃತ್ತಿ ಜೀವನದಲ್ಲೂ ಈ ಜಿಲ್ಲೆಯಲ್ಲಿ ಕೆಲಸ ಮಾಡುವುದು ಒಂದು ಮೈಲಿಗಲ್ಲು ಎಂದು ಭಾವಿಸಿದ್ದೇನೆ ಎಂದು ಪ್ರತಿಕ್ರಿಯಿಸಿದ್ದಾರೆ. ಇದು ಬಹಳಷ್ಟು ಅವಕಾಶಗಳು ತುಂಬಿರುವ ಜಿಲ್ಲೆ, ಅನೇಕ ಉದ್ಯಮಗಳಿವೆ, ಸಂಸ್ಥೆಗಳಿವೆ ಮುಂದಿನ ದಿನಗಳಲ್ಲಿ (802, 1210, 942, 1338)
masthead-box (746, 0, 943, 55)
netball-col-left (277, 424, 429, 708)
babbage-article (8, 885, 466, 1165)
bottom-left-col1-text: ಭಾವೈಕ್ಯತೆ, ಭ್ರಾತೃತ್ವ, ಸಾಮರಸ್ಯತೆಯಿಂದಷ್ಟೇ ಕೋಮುಭದ್ರ ಹಿತಾಸಕ್ತಿಗಳ ಶಕ್ತಿಗಳನ್ನು ಎದುರಿಸಲು ಸಾಧ್ಯ ಎಂದು ಹಿರಿಯ ಮುಖಂಡರು ಹೇಳಿದರು. ನಗರದ ಚರ್ಚ್‌ನಲ್ಲಿ ನಡೆದ ಕ್ರಿಸ್ಮಸ್ ಹಬ್ಬದ ಸಂಭ್ರಮಾಚರಣೆಯಲ್ಲಿ ಭಾಗವಹಿಸಿ ಮಾತನಾಡಿದ ಅವರು, ಎಲ್ಲಾ ಧರ್ಮಗಳ ಸಾರವೂ ಪ್ರೀತಿ ಮತ್ತು ಶಾಂತಿ. ಪರಸ್ಪರ ಪ್ರೀತಿ ವಿಶ್ವಾಸದಿಂದ ಬಾಳುವುದೇ ನಿಜವಾದ ಧರ್ಮ ಎಂದರು. ಭಾವೈಕ್ಯತೆ, ಸಹಬಾಳ್ವೆ ಮತ್ತು ಸೌಹಾರ್ದತೆಯ ಸಂದೇಶವನ್ನು ಸಾರುವ ಕ್ರಿಸ್ಮಸ್ ಹಬ್ಬವು ಸಮಾಜದ ಎಲ್ಲ ವರ್ಗಗಳನ್ನು ಬೆಸೆಯುತ್ತದೆ. ದೇಶದ ಏಕತೆ ಮತ್ತು ಸಮಗ್ರತೆಯನ್ನು ಕಾಪಾಡುವುದು ಪ್ರತಿಯೊಬ್ಬ ನಾಗರಿಕನ ಕರ್ತವ್ಯ ಎಂದು ಹೇಳಿದರು. ಸಮಾಜದಲ್ಲಿ ಶಾಂತಿ ಸೌಹಾರ್ದತೆ ನೆಲೆಸಲು ಯುವಜನರು ಶ್ರಮಿಸಬೇಕು ಎಂದು ಕರೆ ನೀಡಿದರು. (12, 1206, 146, 1334)
masthead (0, 0, 945, 58)
bottom-left-below-cols: ಕ್ರಿಸ್ಮಸ್ ಆಚರಣೆಯ ಅಂಗವಾಗಿ ಚರ್ಚ್ ಆವರಣದಲ್ಲಿ ವಿಶೇಷ ಪ್ರಾರ್ಥನೆ, ಕ್ಯಾರಲ್ ಗಾಯನ ಹಾಗೂ ಸಾಂಸ್ಕೃತಿಕ ಕಾರ್ಯಕ್ರಮಗಳು ನಡೆದವು. ಗೋದಲಿ ದೃಶ್ಯಾವಳಿ ಹಾಗೂ ಕ್ರಿಸ್ಮಸ್ ವೃಕ್ಷದ ಅಲಂಕಾರ ಭಕ್ತರ ಗಮನ ಸೆಳೆಯಿತು. ಮಕ್ಕಳಿಗೆ ಸಿಹಿ ಹಾಗೂ ಉಡುಗೊರೆಗಳನ್ನು ವಿತರಿಸಲಾಯ��ತು. ವಿವಿಧ ಧರ್ಮಗಳ ಮುಖಂಡರು ಹಬ್ಬದ ಶುಭಾಶಯ ಕೋರಿದರು. ಧರ್ಮಗುರುಗಳು ಮಾತನಾಡಿ ಕ್ರಿಸ್ತನ ಬೋಧನೆಗಳಾದ ಪ್ರೀತಿ, ಕ್ಷಮೆ ಮತ್ತು ಸೇವೆ ಎಲ್ಲರ ಬದುಕಿಗೆ ದಾರಿದೀಪವಾಗಬೇಕು ಎಂದರು. ಸಮಾರಂಭದಲ್ಲಿ ಸಮಾಜದ ವಿವಿಧ ವರ್ಗಗಳ ಜನರು, ಮಹಿಳೆಯರು ಮತ್ತು ಮಕ್ಕಳು ಹೆಚ್ಚಿನ ಸಂಖ್ಯೆಯಲ್ಲಿ ಭಾಗವಹಿಸಿ ಹಬ್ಬದ ಸಂಭ್ರಮವನ್ನು ಹಂಚಿಕೊಂಡರು. ನೆರೆಹೊರೆಯವರೊಂದಿಗೆ ಸೌಹಾರ್ದದಿಂದ ಬಾಳುವ ಸಂಕಲ್ಪ ಮಾಡಲಾಯಿತು. (150, 1336, 486, 1395)
babbage-col-left (12, 921, 150, 1161)
netball-photo-tent (432, 424, 732, 459)
dc-photo-bouquet (704, 1275, 730, 1301)
protest-article (8, 350, 272, 883)
christmas-photo-2-people (384, 1271, 486, 1330)
sidebar-item-title: ಅಂಗನವಾಡಿ ಕಾರ್ಯಕರ್ತೆ, ಸಹಾಯಕಿಯರ ಹುದ್ದೆ: ಅರ್ಜಿ ಪೂರ್ಣಗೊಳಿಸಲು ಸೂಚನೆ (746, 226, 914, 257)
babbage-col-below1: ಆಚರಿಸುತ್ತಿರುವುದು ಎಲ್ಲರಿಗೂ ಸಂತೋಷದ ವಿಷಯ ಎಂದು ತಿಳಿಸಿದರು. ಇನ್ನೂ ಇದೇ ವೇಳೆ ಮಾತನಾಡಿದ ಪಿಡಿಒ ಮಧುಮತಿ ಗ್ರಾಮ ಪಂಚಾಯತಿ ಆಡಳಿತ ವ್ಯವಸ್ಥೆಗೆ ಕಂಪ್ಯೂಟರ್ ಆಪರೇಟರ್‌ಗಳು ಮನುಷ್ಯನ ಮೆದುಳು ಇದ್ದಂತೆ, ನಿಮ್ಮ ಕಾರ್ಯವನ್ನು ಗುರುತಿಸಿ ಸರ್ಕಾರ ಕಂಪ್ಯೂಟರ್ ಪಿತಾಮಹ ಚಾರ್ಲ್ಸ್ ಬ್ಯಾಬೇಜ್ ರವರ ಹುಟ್ಟಿದ ದಿನದ ನೆನಪಿನಲ್ಲಿ ಕಂಪ್ಯೂಟರ್ ಆಪರೇಟರ್ ದಿನಾಚರಣೆಯನ್ನು (155, 1049, 345, 1118)
rule-page-left-edge (6, 62, 7, 1486)
masthead-title-part2: ಮುಗಿಲು (818, 8, 875, 30)
bottom-right-article (484, 1168, 943, 1486)
top-story-col-left-text: ಭರವಸೆ ಎಂಬುದು ಬದುಕಿನ ಜೀವಾಳ. ಅದನ್ನು ಬತ್ತಲು ಬಿಡಬಾರದು. ಬುದ್ಧಿವಂತಿಕೆ ಮತ್ತು ಪರಿಶ್ರಮ ನಮ್ಮನ್ನು ಎತ್ತರಕ್ಕೆ ಕರೆದುಕೊಂಡು ಹೋಗುತ್ತದೆ. ಅದು ಜೀವಕ್ಕೆ ಕೊನೆಯವರೆಗೂ ಕಾಪಾಡುತ್ತದೆ. ಹಣದ ಕೊರತೆಯಿದ್ದರೂ ಗುಣದ ಕೊರತೆ ಇರಬಾರದು ಎಂದು ಬಾಳೆಹೊನ್ನೂರು ಶ್ರೀ ರಂಭಾಪುರಿ ಡಾ.ವೀರಸೋಮೇಶ್ವರ ಜಗದ್ಗುರುಗಳು ಅಭಿಪ್ರಾಯಪಟ್ಟರು. ಶ್ರೀಗಳ ದಿವ್ಯ ಸಾನ್ನಿಧ್ಯದಲ್ಲಿ ನಡೆದ ಸನ್ಮಾನ ಸಮಾರಂಭದಲ್ಲಿ ಆಶೀರ್ವಚನ ನೀಡಿದ ಅವರು, ಕಾಯಕ ತತ್ವದ ಬದುಕೇ ಶ್ರೇಷ್ಠ ಎಂದು ಹೇಳಿದರು. ಧರ್ಮ ಮತ್ತು ಸಂಸ್ಕೃತಿಯ ಉಳಿವಿಗೆ ಯುವಜನರು ಮುಂದಾಗಬೇಕು ಎಂದು ಕರೆ ನೀಡಿದರು. (14, 134, 184, 222)
sidebar-item-grama-sabha (746, 406, 935, 468)
protest-photo-banner: ಪ್ರಗತಿ ಪರ ಸಂಘಟನೆ (23, 817, 170, 852)
page-number: 5 (908, 0, 934, 55)
babbage-photo-table (247, 1011, 367, 1045)
babbage-dateline: ಕೋಲಾರ: (12, 921, 37, 930)
sidebar-briefs (737, 62, 943, 1164)
top-story-caption-col2: ಕೀರ್ತಿಯ ಹೆದ್ದಾರಿ. ಪ್ರಥಮ ಬದುಕು ಸಂಪತ್ತಿನ ಸಂವರ್ಧನೆಗೆ ಮೂಲ. ವೀರಶೈವ ಜ್ಞಾನ ಸಂಪತ್ತು ಅಪಾರ. ಅರಿತು ಆದರ್ಶ ಬದುಕು ಕಟ್ಟಿಕೊಳ್ಳಬೇಕೆಂದರು. ಸಿದ್ದರಬೆಟ್ಟದ ವೀರಭದ್ರ ಶಿವಾಚಾರ್ಯ ಸ್ವಾಮಿಗಳು ಮಾತನಾಡಿ ಶ್ರೀ ಜಗದ್ಗುರು ರೇಣುಕಾಚಾರ್ಯರ ವಿಶ್ವಬಂಧುತ್ವದ ಧಾರ್ಮಿಕ ಮತ್ತು ಸಾಮಾಜಿಕ ಮೌಲ್ಯಗಳು ನಮ್ಮೆಲ್ಲರ ಬಾಳಿಗೆ ನವ ಚೈತನ್ಯ ತುಂಬುತ್ತವೆ. ದ್ವೇಷ ಅಸೂಯೆ ಮರೆತು ಸಾಮರಸ್ಯದಿಂದ ಬದುಕಲು ಗುರುವಿನ ಮಾರ್ಗದರ್ಶನ ಅವಶ್ಯಕತೆ (219, 243, 546, 312)
sidebar-item-body-after: ಅನ್ನು ಸಂಪರ್ಕಿಸುವಂತೆ ರಾಮನಗರ ತಾಲ್ಲೂಕಿನ ಶಿಶು ಅಭಿವೃದ್ಧಿ ಯೋಜನಾಧಿಕಾರಿಗಳು ಪ್ರಕಟಣೆಯಲ್ಲಿ ತಿಳಿಸಿದ್ದಾರೆ. (746, 378, 935, 399)
dc-photo-people (648, 1282, 796, 1406)
netball-caption (432, 524, 732, 708)
